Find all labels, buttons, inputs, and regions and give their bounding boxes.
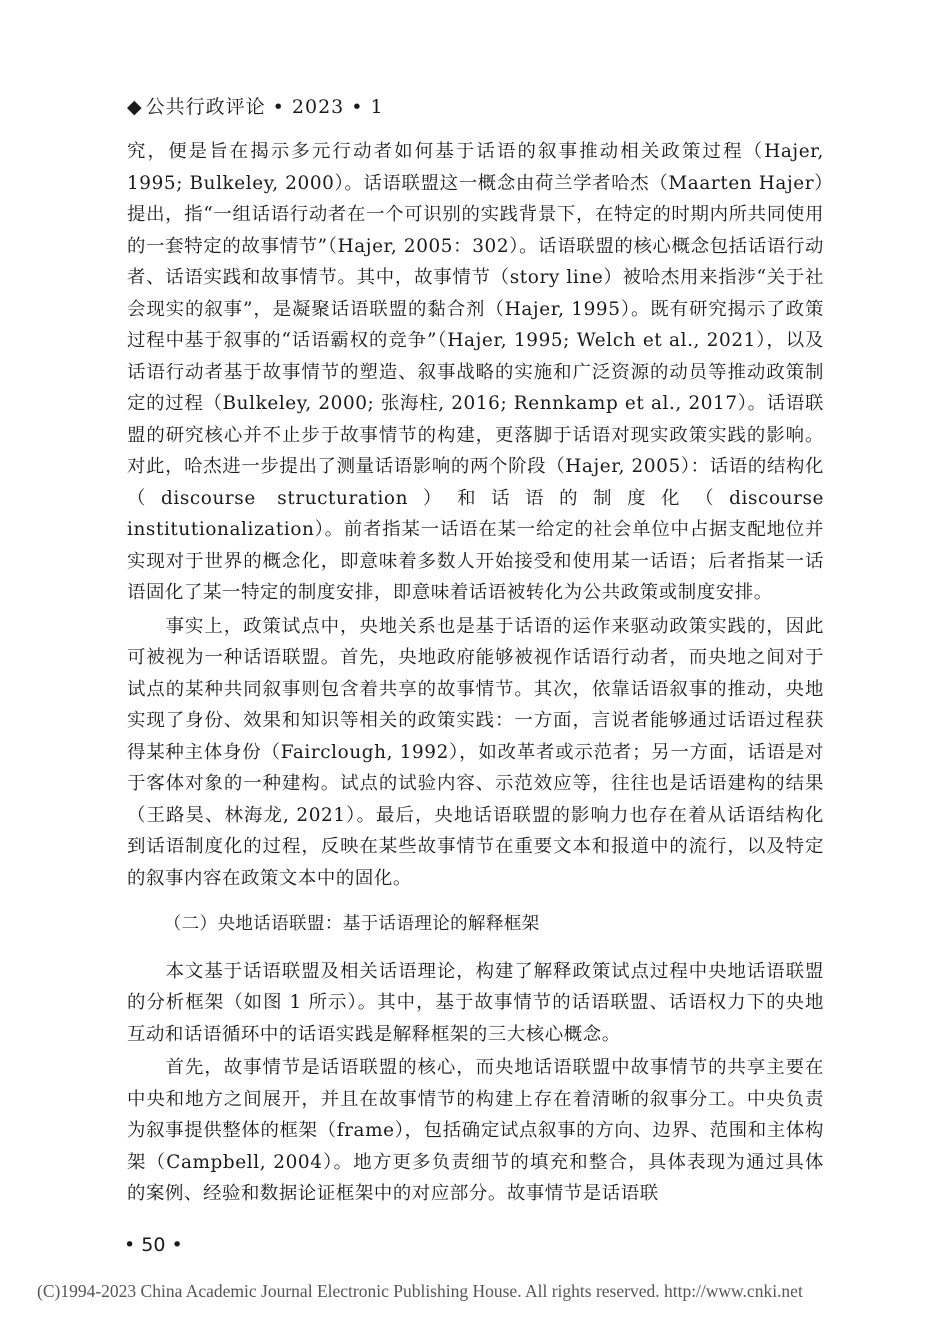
page-number: • 50 •: [124, 1234, 183, 1256]
running-header: [127, 92, 384, 119]
paragraph-3: 本文基于话语联盟及相关话语理论，构建了解释政策试点过程中央地话语联盟的分析框架（如图 1 所示）。其中，基于故事情节的话语联盟、话语权力下的央地互动和话语循环中的话语实践是解释框架的三大核心概念。: [127, 960, 824, 1045]
copyright-footer: (C)1994-2023 China Academic Journal Electronic Publishing House. All rights reserved. http://www.cnki.net: [37, 1281, 803, 1301]
article-body: [127, 136, 824, 1210]
section-subheading: （二）央地话语联盟：基于话语理论的解释框架: [163, 914, 540, 934]
paragraph-1: 究，便是旨在揭示多元行动者如何基于话语的叙事推动相关政策过程（Hajer, 1995; Bulkeley, 2000）。话语联盟这一概念由荷兰学者哈杰（Maarten Hajer）提出，指“一组话语行动者在一个可识别的实践背景下，在特定的时期内所共同使用的一套特定的故事情节”（Hajer, 2005：302）。话语联盟的核心概念包括话语行动者、话语实践和故事情节。其中，故事情节（story line）被哈杰用来指涉“关于社会现实的叙事”，是凝聚话语联盟的黏合剂（Hajer, 1995）。既有研究揭示了政策过程中基于叙事的“话语霸权的竞争”（Hajer, 1995; Welch et al., 2021），以及话语行动者基于故事情节的塑造、叙事战略的实施和广泛资源的动员等推动政策制定的过程（Bulkeley, 2000; 张海柱, 2016; Rennkamp et al., 2017）。话语联盟的研究核心并不止步于故事情节的构建，更落脚于话语对现实政策实践的影响。对此，哈杰进一步提出了测量话语影响的两个阶段（Hajer, 2005）：话语的结构化（discourse structuration）和话语的制度化（discourse institutionalization）。前者指某一话语在某一给定的社会单位中占据支配地位并实现对于世界的概念化，即意味着多数人开始接受和使用某一话语；后者指某一话语固化了某一特定的制度安排，即意味着话语被转化为公共政策或制度安排。: [127, 141, 824, 603]
paragraph-2: 事实上，政策试点中，央地关系也是基于话语的运作来驱动政策实践的，因此可被视为一种话语联盟。首先，央地政府能够被视作话语行动者，而央地之间对于试点的某种共同叙事则包含着共享的故事情节。其次，依靠话语叙事的推动，央地实现了身份、效果和知识等相关的政策实践：一方面，言说者能够通过话语过程获得某种主体身份（Fairclough, 1992），如改革者或示范者；另一方面，话语是对于客体对象的一种建构。试点的试验内容、示范效应等，往往也是话语建构的结果（王路昊、林海龙, 2021）。最后，央地话语联盟的影响力也存在着从话语结构化到话语制度化的过程，反映在某些故事情节在重要文本和报道中的流行，以及特定的叙事内容在政策文本中的固化。: [127, 615, 824, 889]
paragraph-4: 首先，故事情节是话语联盟的核心，而央地话语联盟中故事情节的共享主要在中央和地方之间展开，并且在故事情节的构建上存在着清晰的叙事分工。中央负责为叙事提供整体的框架（frame），包括确定试点叙事的方向、边界、范围和主体构架（Campbell, 2004）。地方更多负责细节的填充和整合，具体表现为通过具体的案例、经验和数据论证框架中的对应部分。故事情节是话语联: [127, 1057, 824, 1204]
journal-title: 公共行政评论 • 2023 • 1: [145, 96, 384, 118]
diamond-icon: ◆: [127, 96, 143, 118]
